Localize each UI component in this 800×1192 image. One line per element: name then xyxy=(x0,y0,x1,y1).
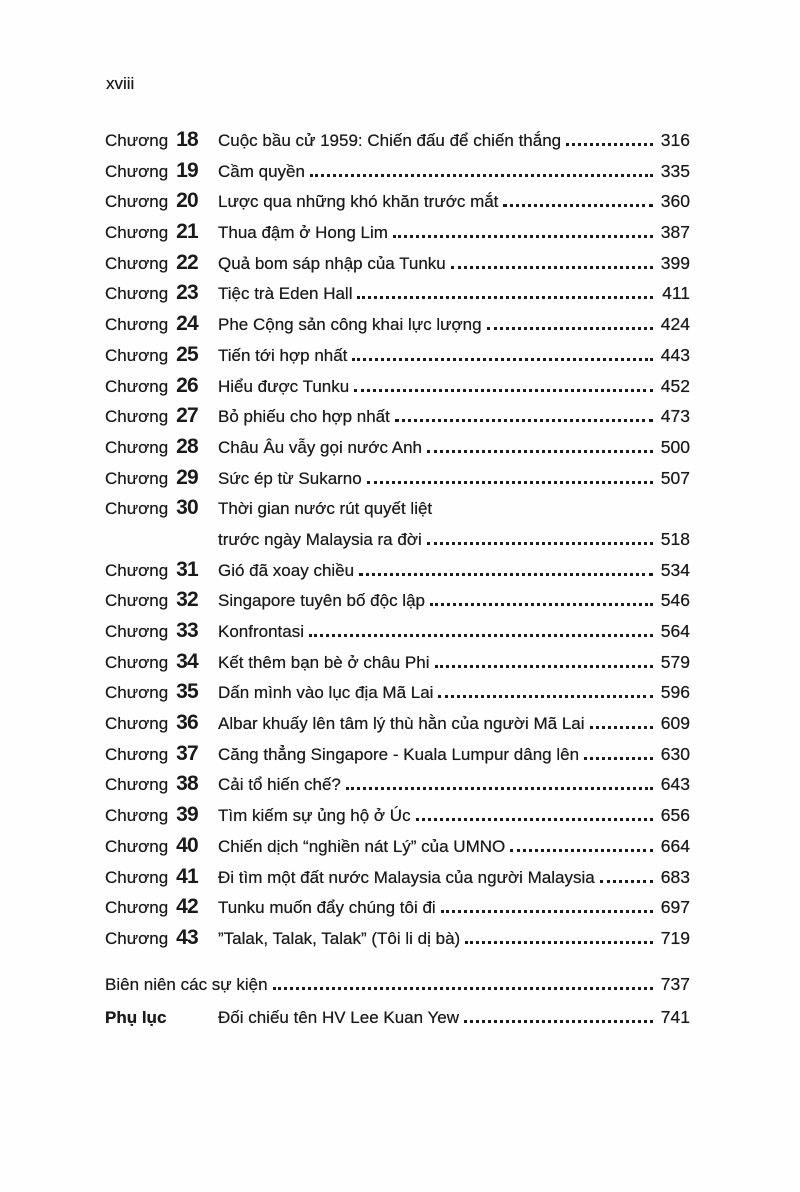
chapter-col xyxy=(105,616,218,648)
dot-leader xyxy=(354,389,653,392)
chapter-col xyxy=(105,831,218,863)
toc-row-22 xyxy=(105,248,690,279)
dot-leader xyxy=(310,174,653,177)
chapter-number: 23 xyxy=(176,281,198,305)
chapter-number: 27 xyxy=(176,404,198,428)
chapter-label: Chương xyxy=(105,284,169,304)
chapter-number: 25 xyxy=(176,342,198,366)
dot-leader xyxy=(464,1020,653,1023)
toc-row-27 xyxy=(105,401,690,432)
page-number: 473 xyxy=(660,406,690,427)
page-number: 534 xyxy=(660,559,690,580)
toc-row-20 xyxy=(105,186,690,217)
dot-leader xyxy=(416,818,653,821)
toc-row-39 xyxy=(105,800,690,831)
toc-row-25 xyxy=(105,340,690,371)
chapter-col xyxy=(105,1001,218,1034)
chapter-title: Gió đã xoay chiều xyxy=(218,560,355,580)
chapter-number: 28 xyxy=(176,434,198,458)
chapter-col xyxy=(105,555,218,587)
page-number: 500 xyxy=(660,436,690,457)
chapter-col xyxy=(105,217,218,249)
dot-leader xyxy=(600,880,653,883)
toc-row-30-line1 xyxy=(105,493,690,524)
toc-row-34 xyxy=(105,647,690,678)
chapter-col xyxy=(105,125,218,157)
chapter-title: Sức ép từ Sukarno xyxy=(218,468,362,488)
chapter-number: 31 xyxy=(176,557,198,581)
toc-row-33 xyxy=(105,616,690,647)
chapter-title: Hiểu được Tunku xyxy=(218,376,350,396)
dot-leader xyxy=(487,327,653,330)
chapter-number: 41 xyxy=(176,864,198,888)
chapter-label: Chương xyxy=(105,714,169,734)
page-number: 719 xyxy=(660,927,690,948)
chapter-number: 19 xyxy=(176,158,198,182)
chapter-label: Chương xyxy=(105,806,169,826)
chapter-col xyxy=(105,585,218,617)
dot-leader xyxy=(430,603,653,606)
chapter-number: 37 xyxy=(176,741,198,765)
chapter-col xyxy=(105,463,218,495)
dot-leader xyxy=(566,143,653,146)
chapter-label: Chương xyxy=(105,775,169,795)
dot-leader xyxy=(438,695,653,698)
chapter-label: Chương xyxy=(105,407,169,427)
dot-leader xyxy=(357,296,653,299)
chapter-label: Chương xyxy=(105,499,169,519)
toc-row-21 xyxy=(105,217,690,248)
chapter-col xyxy=(105,278,218,310)
chapter-title: Lược qua những khó khăn trước mắt xyxy=(218,192,499,212)
dot-leader xyxy=(352,358,653,361)
page-number: 664 xyxy=(660,835,690,856)
dot-leader xyxy=(584,757,653,760)
chapter-label: Chương xyxy=(105,437,169,457)
chapter-number: 33 xyxy=(176,619,198,642)
chapter-label: Chương xyxy=(105,315,169,335)
page-number: 335 xyxy=(660,160,690,181)
chapter-col xyxy=(105,248,218,280)
dot-leader xyxy=(510,849,653,852)
chapter-label: Chương xyxy=(105,560,169,580)
toc-row-41 xyxy=(105,862,690,893)
toc-row-42 xyxy=(105,892,690,923)
page-number: 360 xyxy=(660,191,690,212)
dot-leader xyxy=(359,573,653,576)
page-number: 643 xyxy=(660,774,690,795)
page-number: 596 xyxy=(660,682,690,703)
chapter-label: Chương xyxy=(105,223,169,243)
toc-row-26 xyxy=(105,371,690,402)
toc-row-38 xyxy=(105,769,690,800)
chapter-label: Chương xyxy=(105,652,169,672)
backmatter-title: Biên niên các sự kiện xyxy=(105,974,268,994)
page-number: 518 xyxy=(660,528,690,549)
chapter-col xyxy=(105,708,218,740)
backmatter-title: Đối chiếu tên HV Lee Kuan Yew xyxy=(218,1007,460,1027)
appendix-label: Phụ lục xyxy=(105,1007,167,1027)
chapter-title: Tìm kiếm sự ủng hộ ở Úc xyxy=(218,806,411,826)
chapter-number: 35 xyxy=(176,680,198,704)
dot-leader xyxy=(346,787,653,790)
chapter-title: Thua đậm ở Hong Lim xyxy=(218,223,388,243)
toc-row-36 xyxy=(105,708,690,739)
page-number: 683 xyxy=(660,866,690,887)
page-number: 630 xyxy=(660,743,690,764)
chapter-title: Đi tìm một đất nước Malaysia của người Malaysia xyxy=(218,867,595,887)
chapter-label: Chương xyxy=(105,928,169,948)
chapter-col xyxy=(105,769,218,801)
toc-row-18 xyxy=(105,125,690,156)
chapter-col xyxy=(105,186,218,218)
dot-leader xyxy=(393,235,653,238)
toc-row-40 xyxy=(105,831,690,862)
chapter-col xyxy=(105,493,218,525)
chapter-number: 43 xyxy=(176,925,198,949)
chapter-title: Phe Cộng sản công khai lực lượng xyxy=(218,315,482,335)
toc-row-19 xyxy=(105,156,690,187)
chapter-number: 36 xyxy=(176,711,198,735)
back-matter xyxy=(105,968,690,1034)
dot-leader xyxy=(395,419,653,422)
toc-row-chronology xyxy=(105,968,690,1001)
page-number: 411 xyxy=(662,283,690,304)
page-number: 741 xyxy=(660,1006,690,1027)
page-number: 316 xyxy=(660,130,690,150)
chapter-number: 18 xyxy=(176,128,198,151)
chapter-number: 22 xyxy=(176,250,198,274)
page-number: 737 xyxy=(660,973,690,994)
chapter-title: Konfrontasi xyxy=(218,622,304,641)
chapter-number: 32 xyxy=(176,588,198,612)
chapter-label: Chương xyxy=(105,836,169,856)
chapter-col xyxy=(105,156,218,188)
page-number: 564 xyxy=(660,621,690,641)
chapter-number: 39 xyxy=(176,803,198,827)
page-number: 656 xyxy=(660,805,690,826)
chapter-title: Tiến tới hợp nhất xyxy=(218,345,348,365)
chapter-col xyxy=(105,739,218,771)
dot-leader xyxy=(367,481,653,484)
chapter-number: 40 xyxy=(176,833,198,857)
chapter-label: Chương xyxy=(105,898,169,918)
page-number: 507 xyxy=(660,467,690,488)
chapter-label: Chương xyxy=(105,253,169,273)
toc-row-29 xyxy=(105,463,690,494)
table-of-contents xyxy=(105,125,690,1034)
chapter-col xyxy=(105,432,218,464)
chapter-label: Chương xyxy=(105,376,169,396)
chapter-number: 34 xyxy=(176,649,198,673)
chapter-col xyxy=(105,800,218,832)
chapter-title: Tiệc trà Eden Hall xyxy=(218,284,353,304)
chapter-title: Cầm quyền xyxy=(218,161,305,181)
toc-row-24 xyxy=(105,309,690,340)
dot-leader xyxy=(451,266,653,269)
dot-leader xyxy=(503,204,653,207)
chapter-label: Chương xyxy=(105,591,169,611)
chapter-number: 20 xyxy=(176,189,198,213)
chapter-title: Bỏ phiếu cho hợp nhất xyxy=(218,407,390,427)
chapter-number: 26 xyxy=(176,373,198,397)
chapter-col xyxy=(105,647,218,679)
toc-row-37 xyxy=(105,739,690,770)
chapter-col xyxy=(105,401,218,433)
chapter-label: Chương xyxy=(105,161,169,181)
chapter-number: 42 xyxy=(176,895,198,919)
toc-row-32 xyxy=(105,585,690,616)
dot-leader xyxy=(590,726,653,729)
chapter-label: Chương xyxy=(105,192,169,212)
chapter-title-line1: Thời gian nước rút quyết liệt xyxy=(218,499,433,519)
chapter-title: ”Talak, Talak, Talak” (Tôi li dị bà) xyxy=(218,928,461,948)
page-number: 697 xyxy=(660,897,690,918)
chapter-title-line2: trước ngày Malaysia ra đời xyxy=(218,529,422,549)
toc-row-30-line2 xyxy=(105,524,690,555)
chapter-title: Châu Âu vẫy gọi nước Anh xyxy=(218,437,422,457)
dot-leader xyxy=(309,634,653,637)
chapter-title: Singapore tuyên bố độc lập xyxy=(218,591,425,611)
chapter-title: Căng thẳng Singapore - Kuala Lumpur dâng lên xyxy=(218,744,580,764)
chapter-title: Dấn mình vào lục địa Mã Lai xyxy=(218,683,434,703)
chapter-number: 21 xyxy=(176,220,198,244)
page-number: 424 xyxy=(660,314,690,335)
page-number: 387 xyxy=(660,222,690,243)
toc-row-23 xyxy=(105,278,690,309)
chapter-number: 30 xyxy=(176,496,198,520)
chapter-label: Chương xyxy=(105,622,169,641)
toc-row-31 xyxy=(105,555,690,586)
toc-row-43 xyxy=(105,923,690,954)
chapter-title: Cuộc bầu cử 1959: Chiến đấu để chiến thắng xyxy=(218,131,562,150)
page-number: 546 xyxy=(660,590,690,611)
dot-leader xyxy=(427,450,653,453)
chapter-col xyxy=(105,309,218,341)
chapter-label: Chương xyxy=(105,345,169,365)
chapter-label: Chương xyxy=(105,468,169,488)
dot-leader xyxy=(427,542,653,545)
dot-leader xyxy=(441,910,653,913)
dot-leader xyxy=(465,941,653,944)
chapter-title: Quả bom sáp nhập của Tunku xyxy=(218,253,446,273)
chapter-title: Albar khuấy lên tâm lý thù hằn của người Mã Lai xyxy=(218,714,585,734)
page-number: 399 xyxy=(660,252,690,273)
chapter-col xyxy=(105,677,218,709)
chapter-number: 29 xyxy=(176,465,198,489)
page-number: 609 xyxy=(660,713,690,734)
chapter-number: 24 xyxy=(176,312,198,336)
page-number: 452 xyxy=(660,375,690,396)
chapter-col xyxy=(105,892,218,924)
chapter-col xyxy=(105,862,218,894)
toc-row-28 xyxy=(105,432,690,463)
chapter-label: Chương xyxy=(105,683,169,703)
chapter-label: Chương xyxy=(105,867,169,887)
chapter-label: Chương xyxy=(105,131,169,150)
toc-row-appendix xyxy=(105,1001,690,1034)
toc-row-35 xyxy=(105,677,690,708)
chapter-col xyxy=(105,371,218,403)
chapter-col xyxy=(105,923,218,955)
chapter-number: 38 xyxy=(176,772,198,796)
chapter-title: Cải tổ hiến chế? xyxy=(218,775,341,795)
chapter-title: Kết thêm bạn bè ở châu Phi xyxy=(218,652,430,672)
chapter-title: Tunku muốn đẩy chúng tôi đi xyxy=(218,898,436,918)
page-folio: xviii xyxy=(106,74,135,93)
chapter-title: Chiến dịch “nghiền nát Lý” của UMNO xyxy=(218,836,506,856)
page-number: 579 xyxy=(660,651,690,672)
dot-leader xyxy=(273,987,653,990)
page-number: 443 xyxy=(660,344,690,365)
dot-leader xyxy=(435,665,653,668)
chapter-col xyxy=(105,340,218,372)
chapter-label: Chương xyxy=(105,744,169,764)
